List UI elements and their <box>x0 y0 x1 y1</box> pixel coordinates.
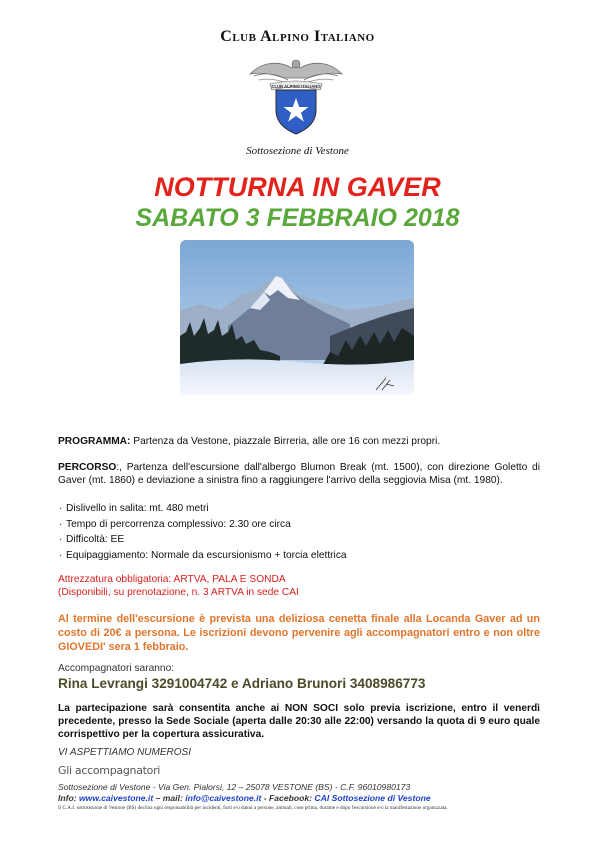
accompagnatori-names: Rina Levrangi 3291004742 e Adriano Brunori 3408986773 <box>58 676 426 691</box>
details-list <box>58 502 540 564</box>
percorso-label: PERCORSO <box>58 462 117 473</box>
facebook-label: - Facebook: <box>261 793 315 803</box>
closing-invitation: VI ASPETTIAMO NUMEROSI <box>58 747 191 758</box>
subsection-name: Sottosezione di Vestone <box>246 145 349 157</box>
detail-difficolta: · Difficoltà: EE <box>58 533 540 546</box>
attrezzatura-line-2: (Disponibili, su prenotazione, n. 3 ARTVA in sede CAI <box>58 587 299 598</box>
detail-tempo: · Tempo di percorrenza complessivo: 2.30 ore circa <box>58 518 540 531</box>
event-title: NOTTURNA IN GAVER <box>154 172 441 202</box>
partecipazione-paragraph: La partecipazione sarà consentita anche ai NON SOCI solo previa iscrizione, entro il venerdì precedente, presso la Sede Sociale (aperta dalle 20:30 alle 22:00) versando la quota di 9 euro quale corrispettivo per la copertura assicurativa. <box>58 703 540 740</box>
cai-logo <box>248 52 344 136</box>
club-header <box>0 28 595 46</box>
email-link[interactable]: info@caivestone.it <box>185 793 262 803</box>
detail-equipaggiamento: · Equipaggiamento: Normale da escursionismo + torcia elettrica <box>58 549 540 562</box>
programma-paragraph <box>58 435 540 448</box>
event-date: SABATO 3 FEBBRAIO 2018 <box>135 204 460 232</box>
facebook-link[interactable]: CAI Sottosezione di Vestone <box>314 793 431 803</box>
website-link[interactable]: www.caivestone.it <box>79 793 154 803</box>
signature: Gli accompagnatori <box>58 764 161 777</box>
programma-label: PROGRAMMA: <box>58 436 131 447</box>
mail-label: – mail: <box>153 793 186 803</box>
programma-text: Partenza da Vestone, piazzale Birreria, alle ore 16 con mezzi propri. <box>130 436 441 447</box>
info-label: Info: <box>58 793 79 803</box>
accompagnatori-label: Accompagnatori saranno: <box>58 663 175 674</box>
percorso-paragraph <box>58 461 540 487</box>
club-name: Club Alpino Italiano <box>220 28 375 45</box>
detail-dislivello: · Dislivello in salita: mt. 480 metri <box>58 502 540 515</box>
logo-banner-text: CLUB ALPINO ITALIANO <box>271 84 321 89</box>
mountain-photo <box>180 240 414 395</box>
footer-address: Sottosezione di Vestone - Via Gen. Pialorsi, 12 – 25078 VESTONE (BS) - C.F. 96010980173 <box>58 782 411 792</box>
footer-disclaimer: Il C.A.I. sottosezione di Vestone (BS) declina ogni responsabilità per incidenti, furti e/o danni a persone, animali, cose prima, durante e dopo l'escursione e/o la manifestazione organizzata. <box>58 805 448 811</box>
attrezzatura-line-1: Attrezzatura obbligatoria: ARTVA, PALA E SONDA <box>58 574 286 585</box>
cenetta-paragraph: Al termine dell'escursione è prevista una deliziosa cenetta finale alla Locanda Gaver ad un costo di 20€ a persona. Le iscrizioni devono pervenire agli accompagnatori entro e non oltre GIOVEDI' sera 1 febbraio. <box>58 613 540 653</box>
attrezzatura-note <box>58 573 540 599</box>
footer-info <box>58 792 540 805</box>
percorso-text: :, Partenza dell'escursione dall'albergo Blumon Break (mt. 1500), con direzione Goletto di Gaver (mt. 1860) e deviazione a sinistra fino a raggiungere l'arrivo della seggiovia Misa (mt. 1980). <box>58 462 540 486</box>
